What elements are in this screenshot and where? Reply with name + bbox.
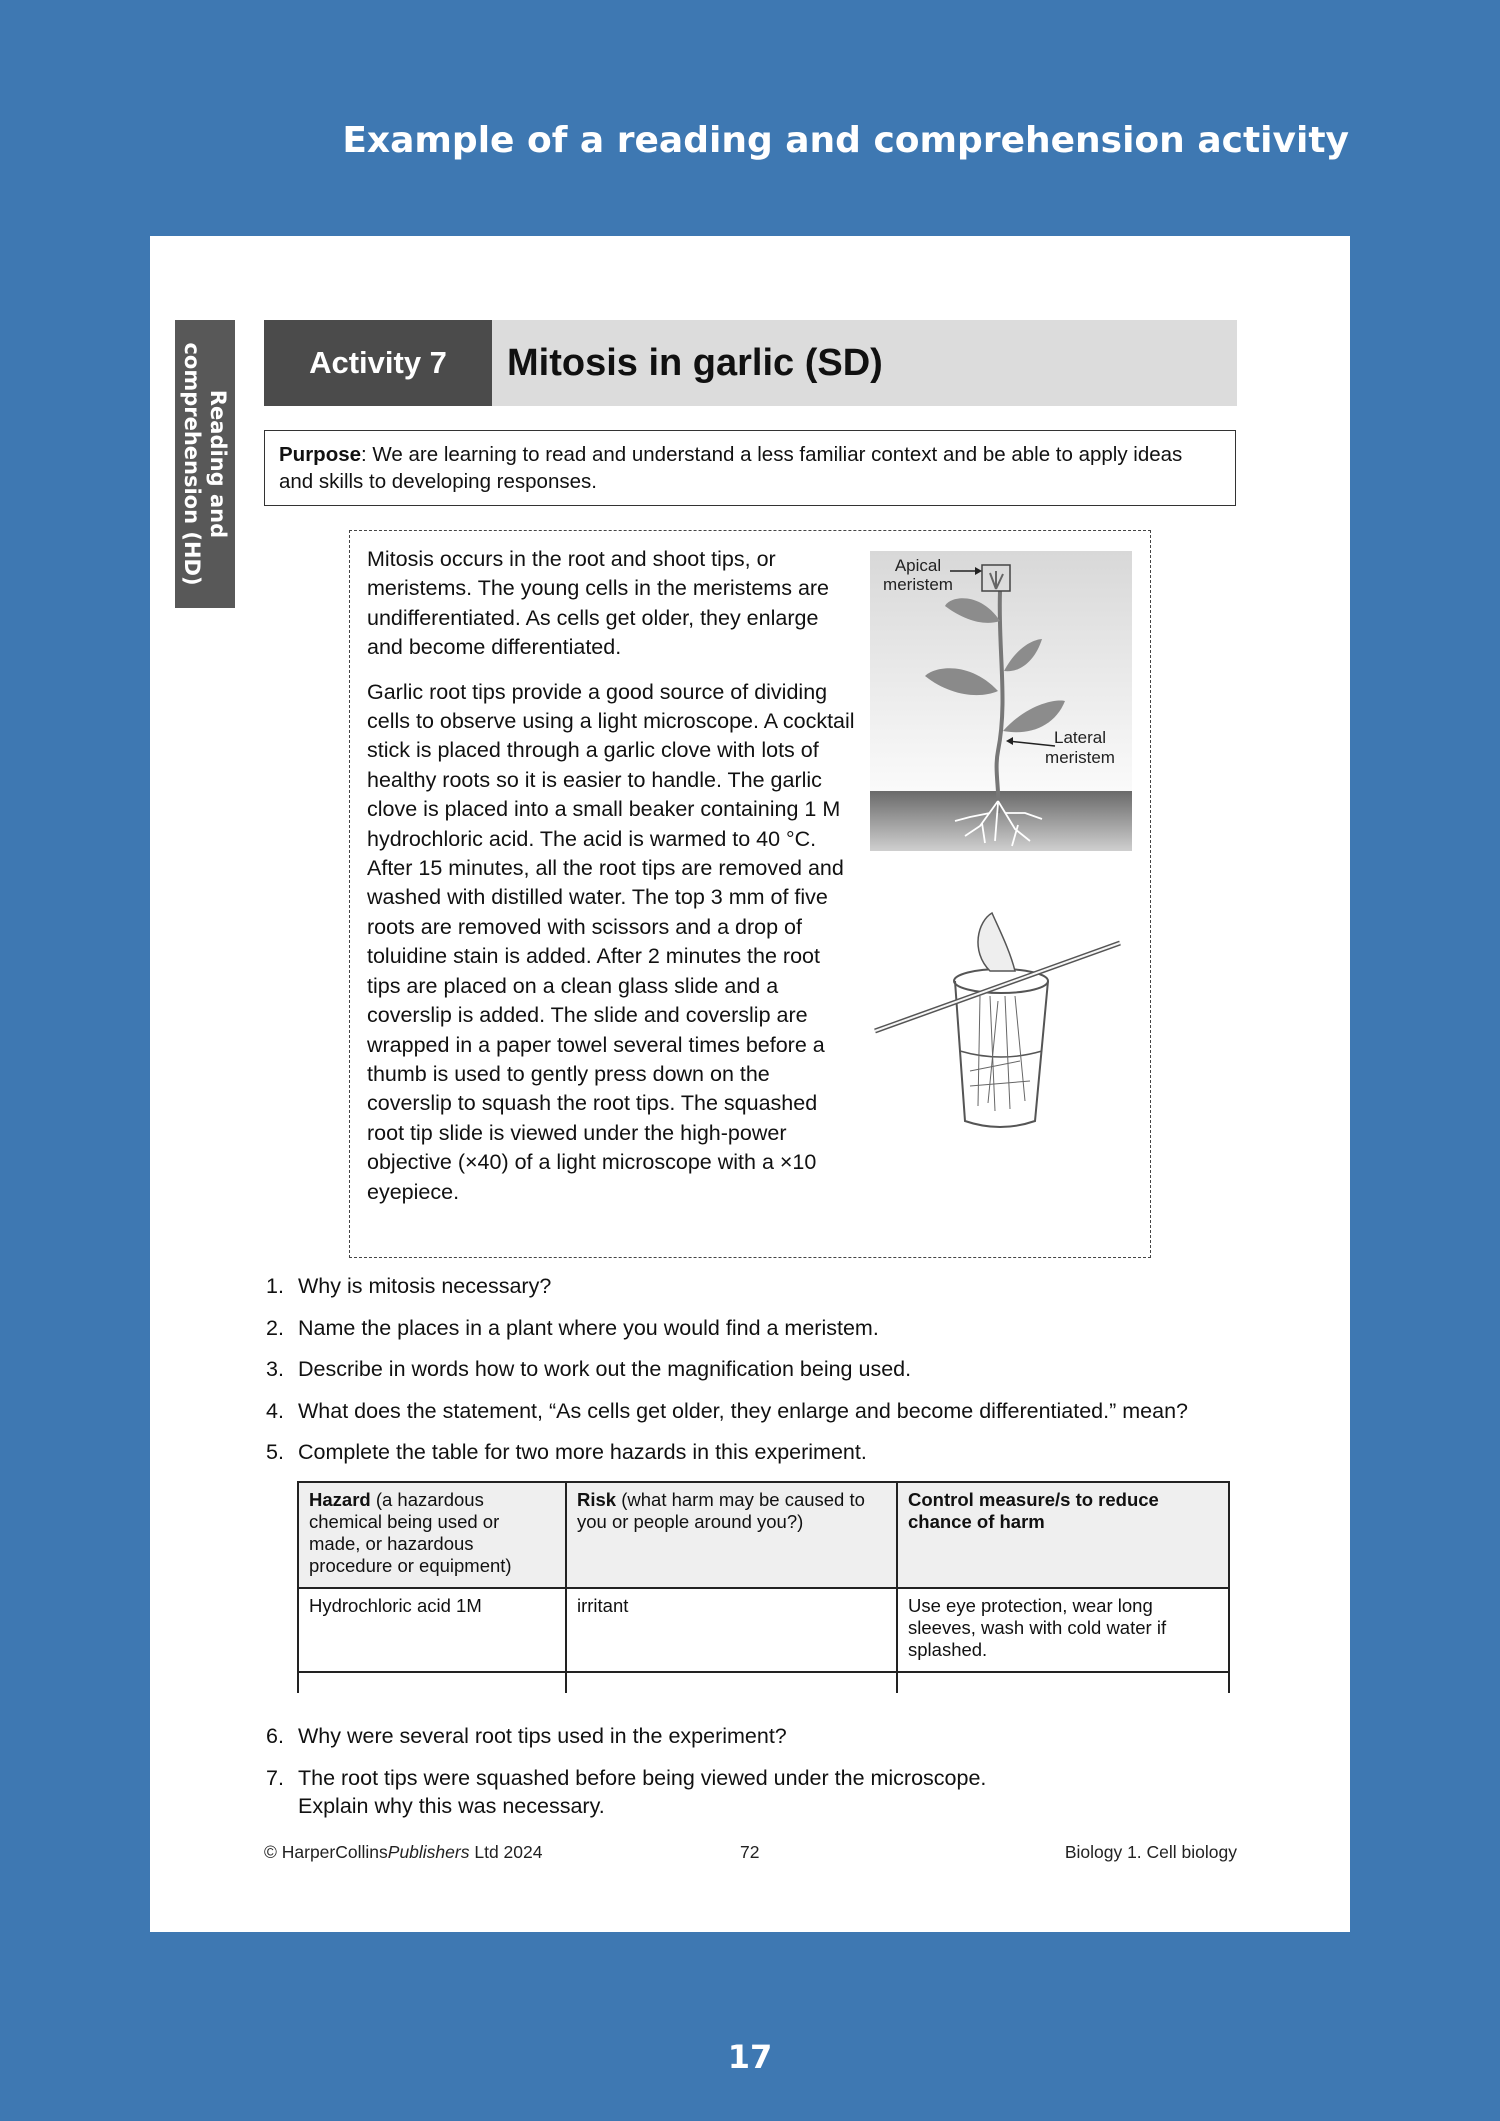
- table-row-blank: [298, 1672, 1229, 1693]
- question-number: 3.: [266, 1357, 284, 1381]
- question-4: [262, 1397, 1252, 1425]
- side-tab: [175, 320, 235, 608]
- question-list-2: [262, 1722, 1252, 1820]
- subject-label: Biology 1. Cell biology: [1064, 1842, 1237, 1862]
- worksheet-page: [150, 236, 1350, 1932]
- question-text: What does the statement, “As cells get older, they enlarge and become differentiated.” mean?: [298, 1398, 1188, 1423]
- reading-passage: [349, 530, 1151, 1258]
- garlic-beaker-illustration: [870, 911, 1132, 1141]
- question-text: Why is mitosis necessary?: [298, 1274, 552, 1298]
- question-text: Why were several root tips used in the experiment?: [298, 1724, 787, 1748]
- question-number: 4.: [266, 1398, 284, 1423]
- risk-header-text: (what harm may be caused to you or people around you?): [577, 1489, 865, 1532]
- blank-cell[interactable]: [298, 1672, 566, 1693]
- copyright-prefix: © HarperCollins: [264, 1842, 388, 1862]
- apical-label-1: Apical: [894, 556, 942, 575]
- question-2: [262, 1314, 1252, 1342]
- copyright: [264, 1842, 542, 1863]
- page-heading: Example of a reading and comprehension activity: [342, 120, 1349, 161]
- question-text: Describe in words how to work out the magnification being used.: [298, 1357, 912, 1381]
- risk-header-bold: Risk: [577, 1489, 617, 1510]
- question-7: [262, 1764, 1252, 1820]
- activity-label: Activity 7: [264, 320, 492, 406]
- question-list: [262, 1272, 1252, 1466]
- question-number: 6.: [266, 1724, 284, 1748]
- side-tab-line2: comprehension (HD): [180, 342, 204, 586]
- blank-cell[interactable]: [566, 1672, 897, 1693]
- worksheet-page-number: 72: [740, 1842, 760, 1862]
- copyright-italic: Publishers: [387, 1842, 470, 1862]
- question-1: [262, 1272, 1252, 1300]
- table-row: [298, 1588, 1229, 1672]
- page-number: 17: [727, 2038, 773, 2076]
- copyright-suffix: Ltd 2024: [469, 1842, 543, 1862]
- question-6: [262, 1722, 1252, 1750]
- side-tab-label: [179, 342, 231, 585]
- hazard-cell: Hydrochloric acid 1M: [298, 1588, 566, 1672]
- reading-paragraph-2: Garlic root tips provide a good source of dividing cells to observe using a light microscope. A cocktail stick is placed through a garlic clove with lots of healthy roots so it is easier to handle. The garlic clove is placed into a small beaker containing 1 M hydrochloric acid. The acid is warmed to 40 °C. After 15 minutes, all the root tips are removed and washed with distilled water. The top 3 mm of five roots are removed with scissors and a drop of toluidine stain is added. After 2 minutes the root tips are placed on a clean glass slide and a coverslip is added. The slide and coverslip are wrapped in a paper towel several times before a thumb is used to gently press down on the coverslip to squash the root tips. The squashed root tip slide is viewed under the high-power objective (×40) of a light microscope with a ×10 eyepiece.: [367, 679, 855, 1204]
- reading-paragraph-1: Mitosis occurs in the root and shoot tips, or meristems. The young cells in the meristems are undifferentiated. As cells get older, they enlarge and become differentiated.: [367, 547, 830, 660]
- risk-header: [566, 1482, 897, 1588]
- purpose-text: : We are learning to read and understand a less familiar context and be able to apply ideas and skills to developing responses.: [279, 443, 1183, 493]
- question-number: 5.: [266, 1440, 284, 1464]
- blank-cell[interactable]: [897, 1672, 1229, 1693]
- plant-meristem-diagram: [870, 551, 1132, 851]
- lateral-label-1: Lateral: [1054, 728, 1106, 747]
- hazard-header-text: (a hazardous chemical being used or made, or hazardous procedure or equipment): [309, 1489, 512, 1576]
- hazard-header-bold: Hazard: [309, 1489, 371, 1510]
- lateral-label-2: meristem: [1045, 748, 1115, 767]
- question-number: 2.: [266, 1315, 284, 1340]
- question-text-line2: Explain why this was necessary.: [298, 1793, 605, 1818]
- hazard-table: [297, 1481, 1230, 1693]
- question-text: Complete the table for two more hazards in this experiment.: [298, 1440, 867, 1464]
- risk-cell: irritant: [566, 1588, 897, 1672]
- question-number: 7.: [266, 1765, 284, 1790]
- control-cell: Use eye protection, wear long sleeves, wash with cold water if splashed.: [897, 1588, 1229, 1672]
- activity-header: [264, 320, 1237, 406]
- question-number: 1.: [266, 1274, 284, 1298]
- control-header-bold: Control measure/s to reduce chance of harm: [908, 1489, 1159, 1532]
- hazard-header: [298, 1482, 566, 1588]
- question-text: Name the places in a plant where you would find a meristem.: [298, 1315, 879, 1340]
- control-header: [897, 1482, 1229, 1588]
- question-3: [262, 1355, 1252, 1383]
- question-text-line1: The root tips were squashed before being viewed under the microscope.: [298, 1765, 987, 1790]
- purpose-box: [264, 430, 1236, 506]
- question-5: [262, 1438, 1252, 1466]
- purpose-label: Purpose: [279, 443, 362, 466]
- side-tab-line1: Reading and: [206, 389, 230, 539]
- apical-label-2: meristem: [883, 575, 953, 594]
- activity-title: Mitosis in garlic (SD): [507, 341, 883, 384]
